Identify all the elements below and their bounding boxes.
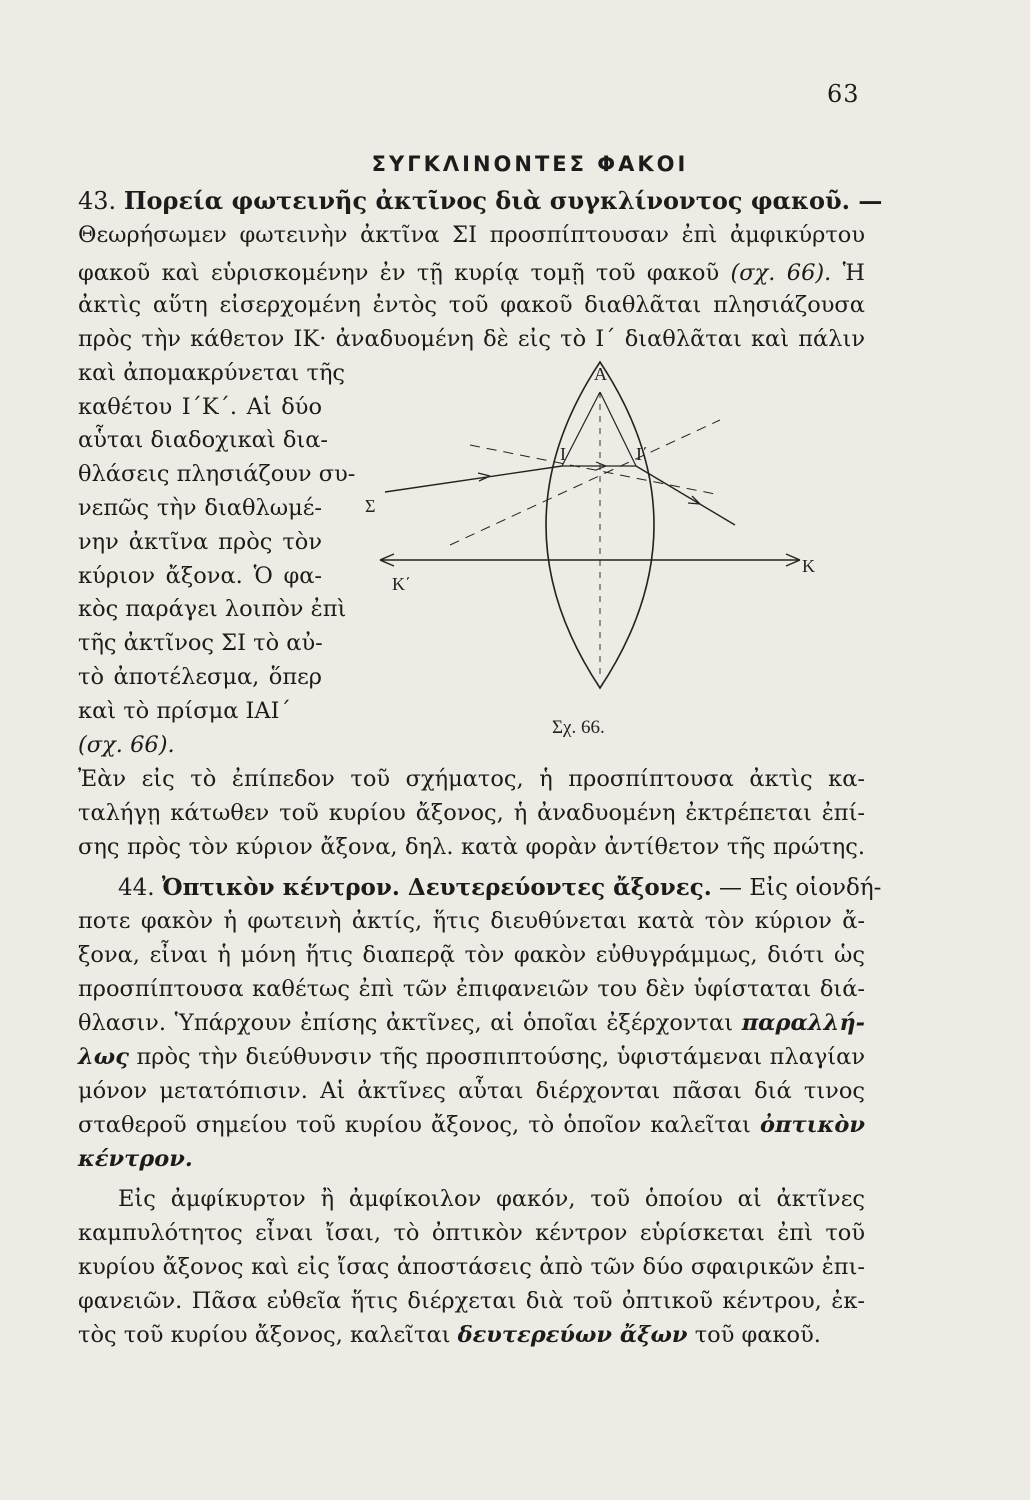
page-number: 63 [827, 80, 860, 108]
text-fragment: τοῦ φακοῦ. [694, 1322, 821, 1348]
text-line: κὸς παράγει λοιπὸν ἐπὶ [78, 596, 347, 622]
lens-diagram [340, 350, 840, 750]
text-line: νην ἀκτῖνα πρὸς τὸν [78, 529, 322, 555]
label-S: Σ [365, 496, 376, 516]
text-line: Θεωρήσωμεν φωτεινὴν ἀκτῖνα ΣΙ προσπίπτουσαν ἐπὶ ἀμφικύρτου [78, 222, 865, 248]
section-43-number: 43. [78, 187, 117, 215]
section-44-title: Ὀπτικὸν κέντρον. Δευτερεύοντες ἄξονες. [161, 874, 712, 901]
text-line: νεπῶς τὴν διαθλωμέ- [78, 495, 322, 521]
text-fragment: φακοῦ καὶ εὑρισκομένην ἐν τῇ κυρίᾳ τομῇ τοῦ φακοῦ [78, 260, 720, 286]
text-line: μόνον μετατόπισιν. Αἱ ἀκτῖνες αὗται διέρχονται πᾶσαι διά τινος [78, 1078, 865, 1104]
chapter-heading: ΣΥΓΚΛΙΝΟΝΤΕΣ ΦΑΚΟΙ [371, 152, 689, 176]
text-line: ταλήγῃ κάτωθεν τοῦ κυρίου ἄξονος, ἡ ἀναδυομένη ἐκτρέπεται ἐπί- [78, 800, 865, 826]
prism-face-right [600, 392, 636, 466]
normal-line-I-prime [450, 420, 720, 545]
label-K: Κ [802, 556, 815, 576]
text-line: κύριον ἄξονα. Ὁ φα- [78, 563, 322, 589]
text-line: ξονα, εἶναι ἡ μόνη ἥτις διαπερᾷ τὸν φακὸν εὐθυγράμμως, διότι ὡς [78, 942, 865, 968]
label-K-prime: Κ΄ [392, 574, 411, 594]
text-line: πρὸς τὴν κάθετον ΙΚ· ἀναδυομένη δὲ εἰς τὸ Ι΄ διαθλᾶται καὶ πάλιν [78, 326, 865, 352]
text-fragment: σταθεροῦ σημείου τοῦ κυρίου ἄξονος, τὸ ὁποῖον καλεῖται [78, 1112, 751, 1138]
text-line: φανειῶν. Πᾶσα εὐθεῖα ἥτις διέρχεται διὰ τοῦ ὀπτικοῦ κέντρου, ἐκ- [78, 1288, 865, 1314]
text-fragment: θλασιν. Ὑπάρχουν ἐπίσης ἀκτῖνες, αἱ ὁποῖαι ἐξέρχονται [78, 1010, 734, 1036]
text-line [78, 1010, 865, 1036]
text-line: κυρίου ἄξονος καὶ εἰς ἴσας ἀποστάσεις ἀπὸ τῶν δύο σφαιρικῶν ἐπι- [78, 1254, 865, 1280]
figure-caption: Σχ. 66. [552, 717, 605, 738]
text-line [78, 1044, 865, 1070]
text-line [78, 260, 865, 286]
emergent-ray [636, 466, 735, 525]
text-fragment: πρὸς τὴν διεύθυνσιν τῆς προσπιπτούσης, ὑφιστάμεναι πλαγίαν [136, 1044, 865, 1070]
text-line: ποτε φακὸν ἡ φωτεινὴ ἀκτίς, ἥτις διευθύνεται κατὰ τὸν κύριον ἄ- [78, 908, 865, 934]
text-line: Ἐὰν εἰς τὸ ἐπίπεδον τοῦ σχήματος, ἡ προσπίπτουσα ἀκτὶς κα- [78, 766, 865, 792]
label-I-prime: Ι΄ [636, 444, 648, 464]
prism-face-left [562, 392, 600, 466]
figure-reference: (σχ. 66). [730, 260, 832, 286]
text-line: καὶ ἀπομακρύνεται τῆς [78, 360, 346, 386]
label-I: Ι [560, 444, 566, 464]
text-line: καθέτου Ι΄Κ΄. Αἱ δύο [78, 394, 322, 420]
section-44-number: 44. [118, 875, 155, 901]
section-44-heading [118, 874, 882, 901]
emphasized-term: δευτερεύων ἄξων [457, 1322, 688, 1348]
section-44-title-rest: — Εἰς οἱονδή- [719, 875, 882, 901]
text-line: ἀκτὶς αὕτη εἰσερχομένη ἐντὸς τοῦ φακοῦ διαθλᾶται πλησιάζουσα [78, 292, 865, 318]
text-line: προσπίπτουσα καθέτως ἐπὶ τῶν ἐπιφανειῶν του δὲν ὑφίσταται διά- [78, 976, 865, 1002]
label-A: Α [594, 364, 607, 384]
figure-reference: (σχ. 66). [78, 732, 175, 758]
emphasized-term: παραλλή- [741, 1010, 866, 1036]
text-line: καὶ τὸ πρίσμα ΙΑΙ΄ [78, 698, 291, 724]
text-line: θλάσεις πλησιάζουν συ- [78, 461, 356, 487]
text-line: τὸ ἀποτέλεσμα, ὅπερ [78, 664, 322, 690]
text-fragment: Ἡ [842, 260, 865, 286]
text-line: καμπυλότητος εἶναι ἴσαι, τὸ ὀπτικὸν κέντρον εὑρίσκεται ἐπὶ τοῦ [78, 1220, 865, 1246]
section-43-title: Πορεία φωτεινῆς ἀκτῖνος διὰ συγκλίνοντος φακοῦ. — [123, 186, 883, 215]
incident-ray [385, 466, 562, 492]
text-line: σης πρὸς τὸν κύριον ἄξονα, δηλ. κατὰ φορὰν ἀντίθετον τῆς πρώτης. [78, 834, 865, 860]
section-43-heading [78, 186, 882, 215]
text-line: Εἰς ἀμφίκυρτον ἢ ἀμφίκοιλον φακόν, τοῦ ὁποίου αἱ ἀκτῖνες [118, 1186, 865, 1212]
normal-line-I [470, 445, 720, 495]
text-line: αὗται διαδοχικαὶ δια- [78, 427, 328, 453]
emphasized-term: ὀπτικὸν [760, 1112, 865, 1138]
emphasized-term: λως [78, 1044, 129, 1070]
text-line [78, 1112, 865, 1138]
emphasized-term: κέντρον. [78, 1146, 193, 1172]
text-line [78, 1322, 821, 1348]
text-fragment: τὸς τοῦ κυρίου ἄξονος, καλεῖται [78, 1322, 451, 1348]
text-line: τῆς ἀκτῖνος ΣΙ τὸ αὐ- [78, 630, 323, 656]
